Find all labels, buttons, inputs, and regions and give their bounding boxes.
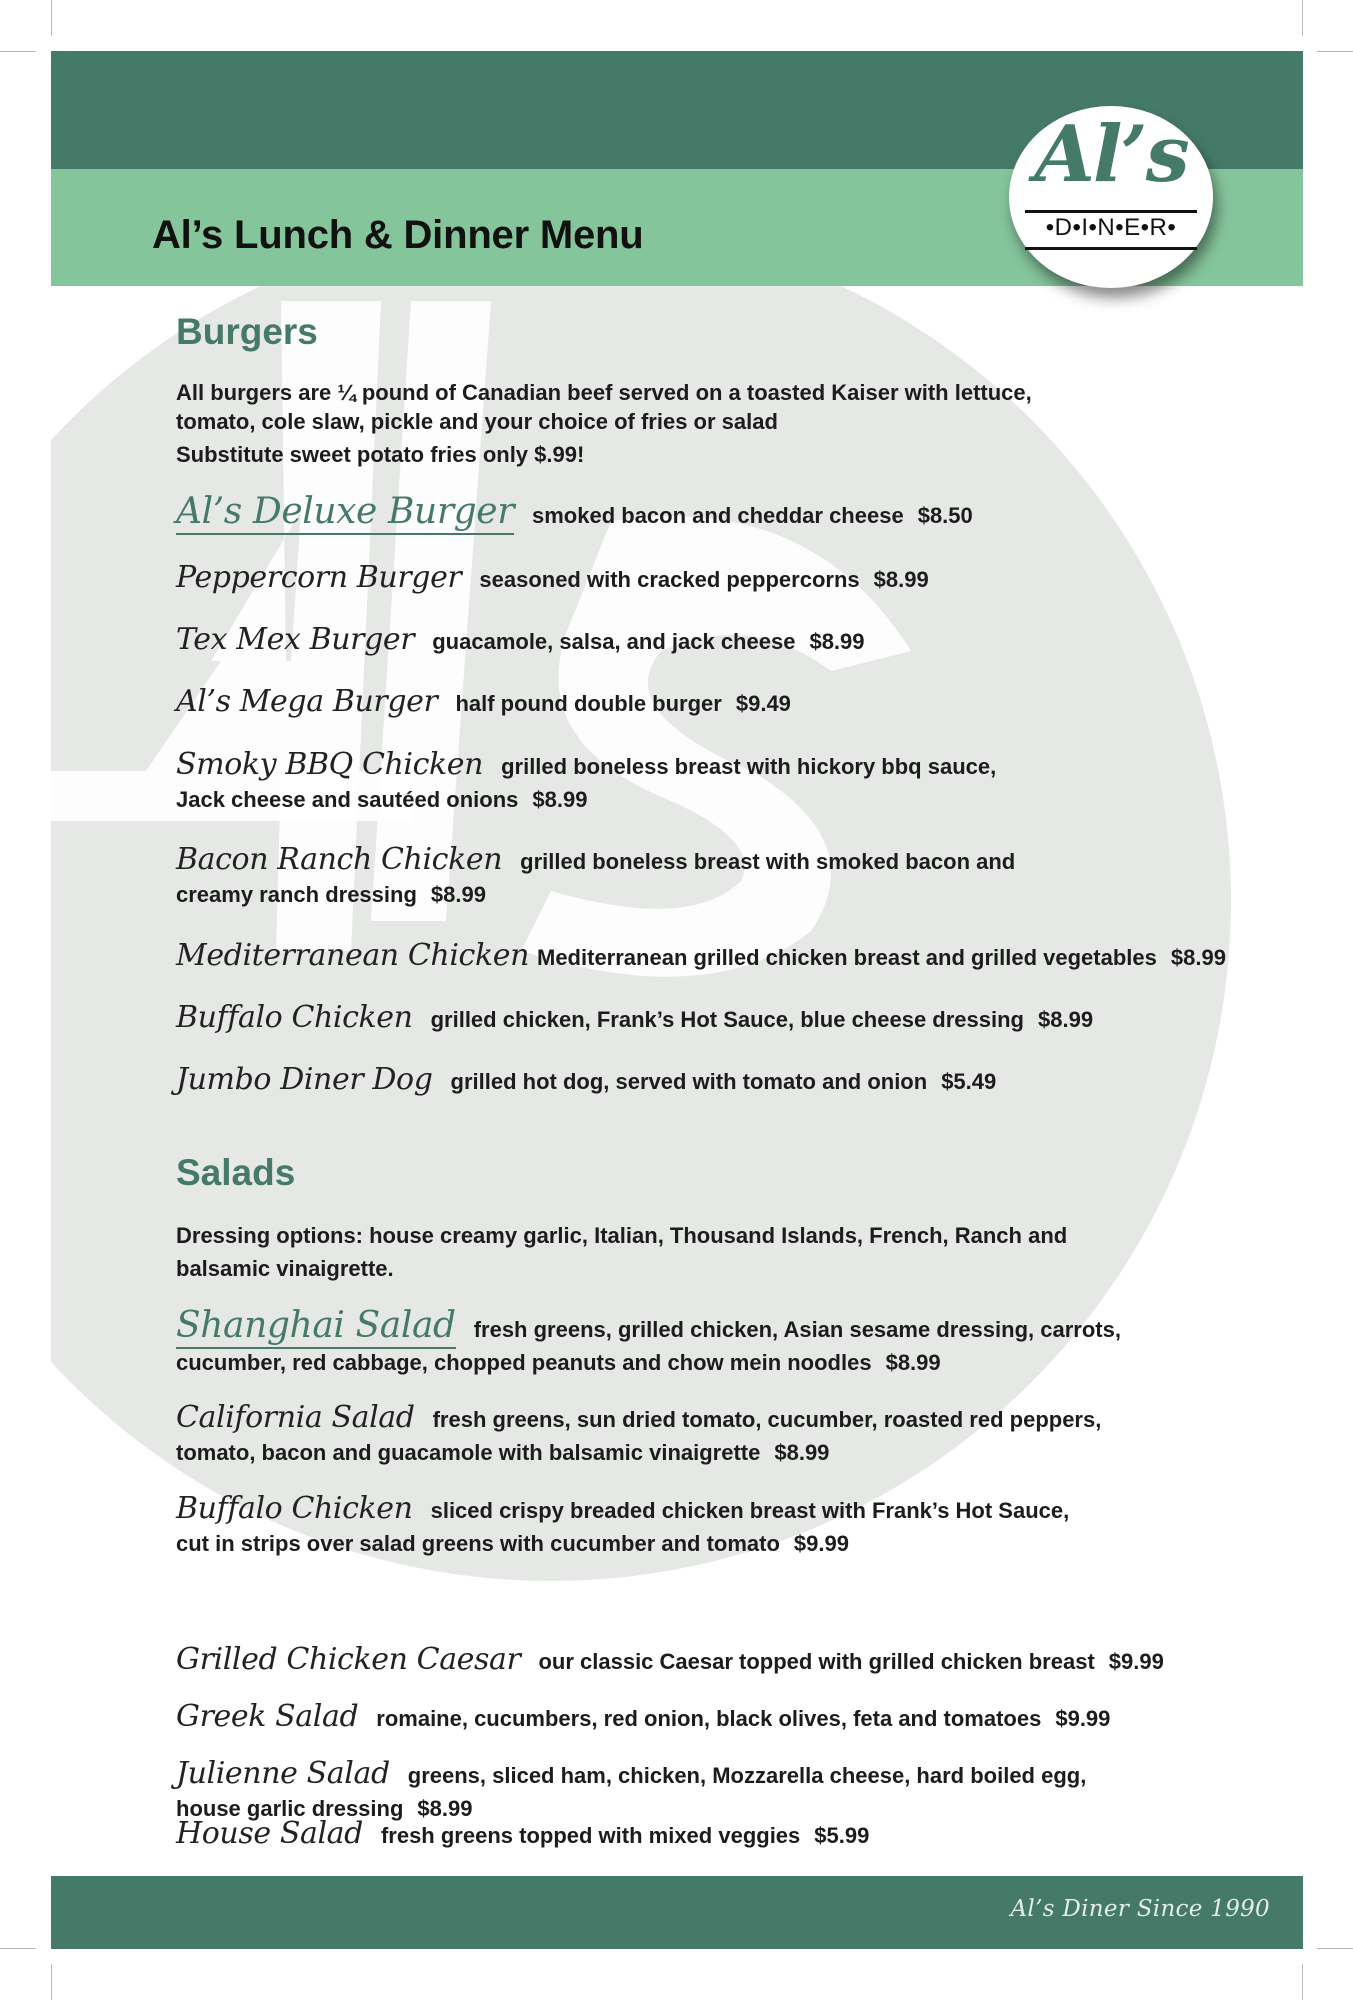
item-description: smoked bacon and cheddar cheese [532, 503, 904, 528]
item-name: Mediterranean Chicken [176, 938, 529, 973]
item-name: California Salad [176, 1400, 415, 1435]
menu-item [176, 1700, 1276, 1735]
item-name: Julienne Salad [176, 1756, 390, 1791]
item-price: $8.99 [774, 1440, 830, 1465]
menu-item [176, 685, 1276, 720]
item-description: guacamole, salsa, and jack cheese [432, 629, 796, 654]
item-price: $5.99 [814, 1823, 870, 1848]
item-name: Greek Salad [176, 1699, 359, 1734]
footer-tagline: Al’s Diner Since 1990 [1010, 1896, 1270, 1922]
burgers-note-line: Substitute sweet potato fries only $.99! [176, 442, 585, 467]
item-name: Tex Mex Burger [176, 622, 415, 657]
salads-note-line: balsamic vinaigrette. [176, 1256, 394, 1281]
item-price: $8.99 [809, 629, 865, 654]
crop-mark [51, 0, 52, 36]
section-heading-burgers: Burgers [176, 311, 318, 352]
crop-mark [1302, 0, 1303, 36]
item-name: House Salad [176, 1816, 363, 1851]
crop-mark [1302, 1964, 1303, 2000]
footer-band [51, 1876, 1303, 1949]
crop-mark [0, 51, 36, 52]
item-description: grilled hot dog, served with tomato and onion [450, 1069, 928, 1094]
menu-item [176, 1401, 1276, 1469]
item-name: Buffalo Chicken [176, 1491, 413, 1526]
crop-mark [51, 1964, 52, 2000]
menu-item [176, 1063, 1276, 1098]
menu-item [176, 491, 1276, 532]
item-price: $9.99 [793, 1531, 849, 1556]
item-name: Bacon Ranch Chicken [176, 842, 503, 877]
item-description: tomato, bacon and guacamole with balsamic vinaigrette [176, 1440, 761, 1465]
crop-mark [0, 1948, 36, 1949]
item-description: fresh greens, grilled chicken, Asian sesame dressing, carrots, [473, 1317, 1121, 1342]
crop-mark [1317, 1948, 1353, 1949]
item-description: sliced crispy breaded chicken breast with Frank’s Hot Sauce, [430, 1498, 1070, 1523]
item-description: creamy ranch dressing [176, 882, 417, 907]
menu-item [176, 1643, 1276, 1678]
salads-note-line: Dressing options: house creamy garlic, Italian, Thousand Islands, French, Ranch and [176, 1223, 1068, 1248]
item-price: $8.99 [532, 787, 588, 812]
logo-rule [1025, 247, 1197, 250]
menu-item [176, 1492, 1276, 1560]
logo-subtitle: •D•I•N•E•R• [1045, 214, 1177, 241]
item-description: grilled boneless breast with hickory bbq sauce, [501, 754, 997, 779]
salads-note [176, 1219, 1067, 1285]
item-name: Smoky BBQ Chicken [176, 747, 484, 782]
item-description: romaine, cucumbers, red onion, black olives, feta and tomatoes [376, 1706, 1042, 1731]
item-description: grilled boneless breast with smoked bacon and [520, 849, 1016, 874]
item-name: Peppercorn Burger [176, 560, 462, 595]
item-name: Grilled Chicken Caesar [176, 1642, 521, 1677]
item-price: $8.99 [430, 882, 486, 907]
item-description: Jack cheese and sautéed onions [176, 787, 519, 812]
menu-item [176, 1817, 1276, 1852]
item-name: Buffalo Chicken [176, 1000, 413, 1035]
item-description: fresh greens topped with mixed veggies [380, 1823, 801, 1848]
logo-rule [1025, 210, 1197, 213]
item-description: grilled chicken, Frank’s Hot Sauce, blue cheese dressing [430, 1007, 1024, 1032]
item-description: seasoned with cracked peppercorns [479, 567, 860, 592]
logo-script: Al’s [1034, 109, 1188, 200]
item-name: Al’s Deluxe Burger [176, 491, 514, 535]
menu-item [176, 561, 1276, 596]
item-description: greens, sliced ham, chicken, Mozzarella cheese, hard boiled egg, [407, 1763, 1087, 1788]
item-price: $9.99 [1055, 1706, 1111, 1731]
menu-item [176, 1001, 1276, 1036]
item-price: $8.50 [917, 503, 973, 528]
item-description: Mediterranean grilled chicken breast and grilled vegetables [537, 945, 1157, 970]
item-price: $9.49 [735, 691, 791, 716]
crop-mark [1317, 51, 1353, 52]
item-description: cucumber, red cabbage, chopped peanuts and chow mein noodles [176, 1350, 872, 1375]
menu-page [51, 51, 1303, 1949]
item-price: $8.99 [873, 567, 929, 592]
item-name: Shanghai Salad [176, 1305, 456, 1349]
menu-item [176, 748, 1276, 816]
item-description: our classic Caesar topped with grilled chicken breast [538, 1649, 1095, 1674]
section-heading-salads: Salads [176, 1152, 296, 1193]
item-name: Jumbo Diner Dog [176, 1062, 433, 1097]
burgers-note-line: tomato, cole slaw, pickle and your choice of fries or salad [176, 409, 778, 434]
menu-item [176, 843, 1276, 911]
item-description: fresh greens, sun dried tomato, cucumber, roasted red peppers, [432, 1407, 1102, 1432]
burgers-note [176, 378, 1032, 465]
item-price: $8.99 [885, 1350, 941, 1375]
item-price: $8.99 [417, 1796, 473, 1821]
item-description: half pound double burger [455, 691, 722, 716]
item-price: $5.49 [941, 1069, 997, 1094]
diner-logo [1009, 106, 1213, 288]
menu-item [176, 939, 1276, 974]
page-title: Al’s Lunch & Dinner Menu [152, 213, 644, 257]
item-name: Al’s Mega Burger [176, 684, 438, 719]
item-description: house garlic dressing [176, 1796, 404, 1821]
menu-item [176, 1305, 1276, 1379]
menu-item [176, 623, 1276, 658]
item-price: $8.99 [1170, 945, 1226, 970]
item-description: cut in strips over salad greens with cucumber and tomato [176, 1531, 780, 1556]
menu-item [176, 1757, 1276, 1825]
item-price: $9.99 [1108, 1649, 1164, 1674]
burgers-note-line: All burgers are ¼ pound of Canadian beef served on a toasted Kaiser with lettuce, [176, 380, 1032, 405]
item-price: $8.99 [1038, 1007, 1094, 1032]
